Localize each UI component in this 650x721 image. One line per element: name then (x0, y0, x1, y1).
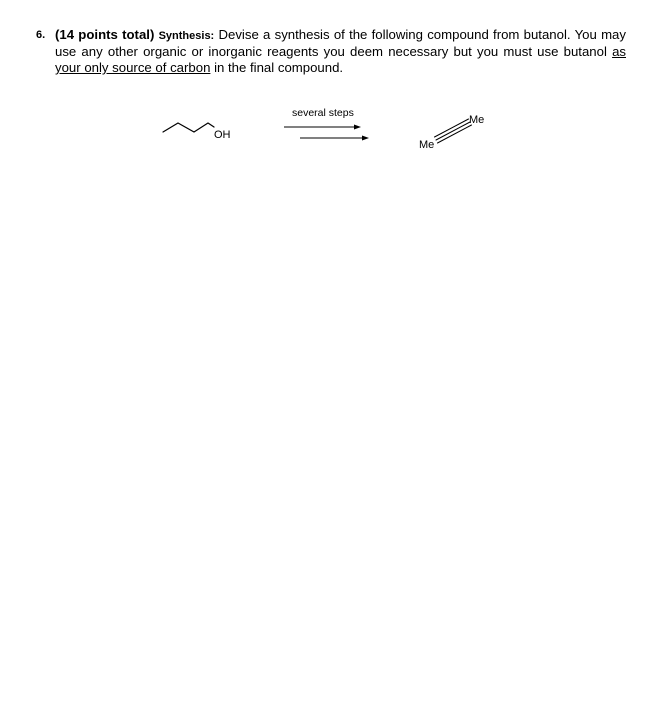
product-me-left: Me (419, 139, 435, 151)
arrow-label: several steps (292, 107, 354, 119)
butanol-carbon-chain (163, 123, 214, 132)
butanol-oh-label: OH (214, 129, 231, 141)
reaction-arrow (284, 107, 369, 141)
butanol-structure (163, 123, 231, 141)
question-points: (14 points total) (55, 27, 155, 42)
question-text-part2: in the final compound. (210, 60, 344, 75)
butyne-structure (419, 114, 484, 151)
arrow-lower-head (362, 136, 369, 141)
triple-bond (435, 119, 472, 143)
question-text-part1: Devise a synthesis of the following compound from butanol. You may use any other organic or inorganic reagents you deem necessary but you must use butanol (55, 27, 626, 59)
question-number: 6. (36, 29, 46, 41)
question-topic: Synthesis: (158, 30, 215, 42)
arrow-upper-head (354, 125, 361, 130)
question-text-underlined: as your only source of carbon (55, 44, 626, 75)
product-me-right: Me (469, 114, 485, 126)
